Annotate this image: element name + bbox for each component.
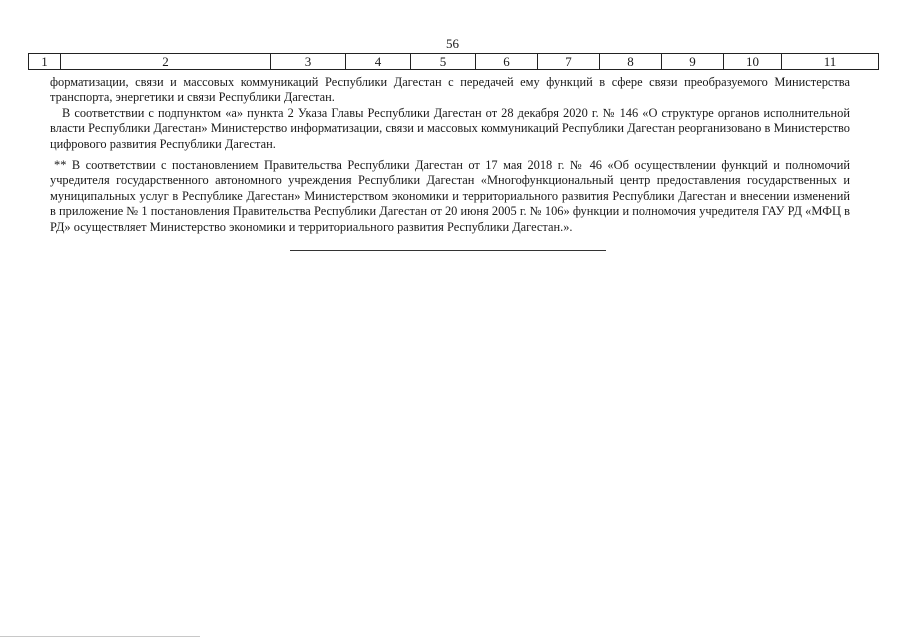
column-number: 7 [538, 54, 600, 70]
column-number: 9 [662, 54, 724, 70]
column-number-row [28, 53, 879, 70]
column-number: 1 [29, 54, 61, 70]
page-number: 56 [446, 36, 459, 51]
column-number: 5 [411, 54, 476, 70]
paragraph: ** В соответствии с постановлением Правительства Республики Дагестан от 17 мая 2018 г. № 46 «Об осуществлении функций и полномочий учредителя государственного автономного учреждения Республики Дагестан «Многофункциональный центр предоставления государственных и муниципальных услуг в Республике Дагестан» Министерством экономики и территориального развития Республики Дагестан и внесении изменений в приложение № 1 постановления Правительства Республики Дагестан от 20 июня 2005 г. № 106» функции и полномочия учредителя ГАУ РД «МФЦ в РД» осуществляет Министерство экономики и территориального развития Республики Дагестан.». [50, 158, 850, 234]
end-separator-line [290, 250, 606, 251]
footnote-double-asterisk [50, 158, 850, 235]
column-number: 3 [271, 54, 346, 70]
footnote-continuation [50, 75, 850, 152]
column-number: 8 [600, 54, 662, 70]
column-number: 11 [782, 54, 879, 70]
column-number: 4 [346, 54, 411, 70]
column-number: 6 [476, 54, 538, 70]
paragraph: форматизации, связи и массовых коммуникаций Республики Дагестан с передачей ему функций в сфере связи преобразуемого Министерства транспорта, энергетики и связи Республики Дагестан. [50, 75, 850, 105]
column-number: 10 [724, 54, 782, 70]
scan-edge-line [0, 636, 200, 637]
column-number: 2 [61, 54, 271, 70]
paragraph: В соответствии с подпунктом «а» пункта 2 Указа Главы Республики Дагестан от 28 декабря 2020 г. № 146 «О структуре органов исполнительной власти Республики Дагестан» Министерство информатизации, связи и массовых коммуникаций Республики Дагестан реорганизовано в Министерство цифрового развития Республики Дагестан. [50, 105, 850, 151]
